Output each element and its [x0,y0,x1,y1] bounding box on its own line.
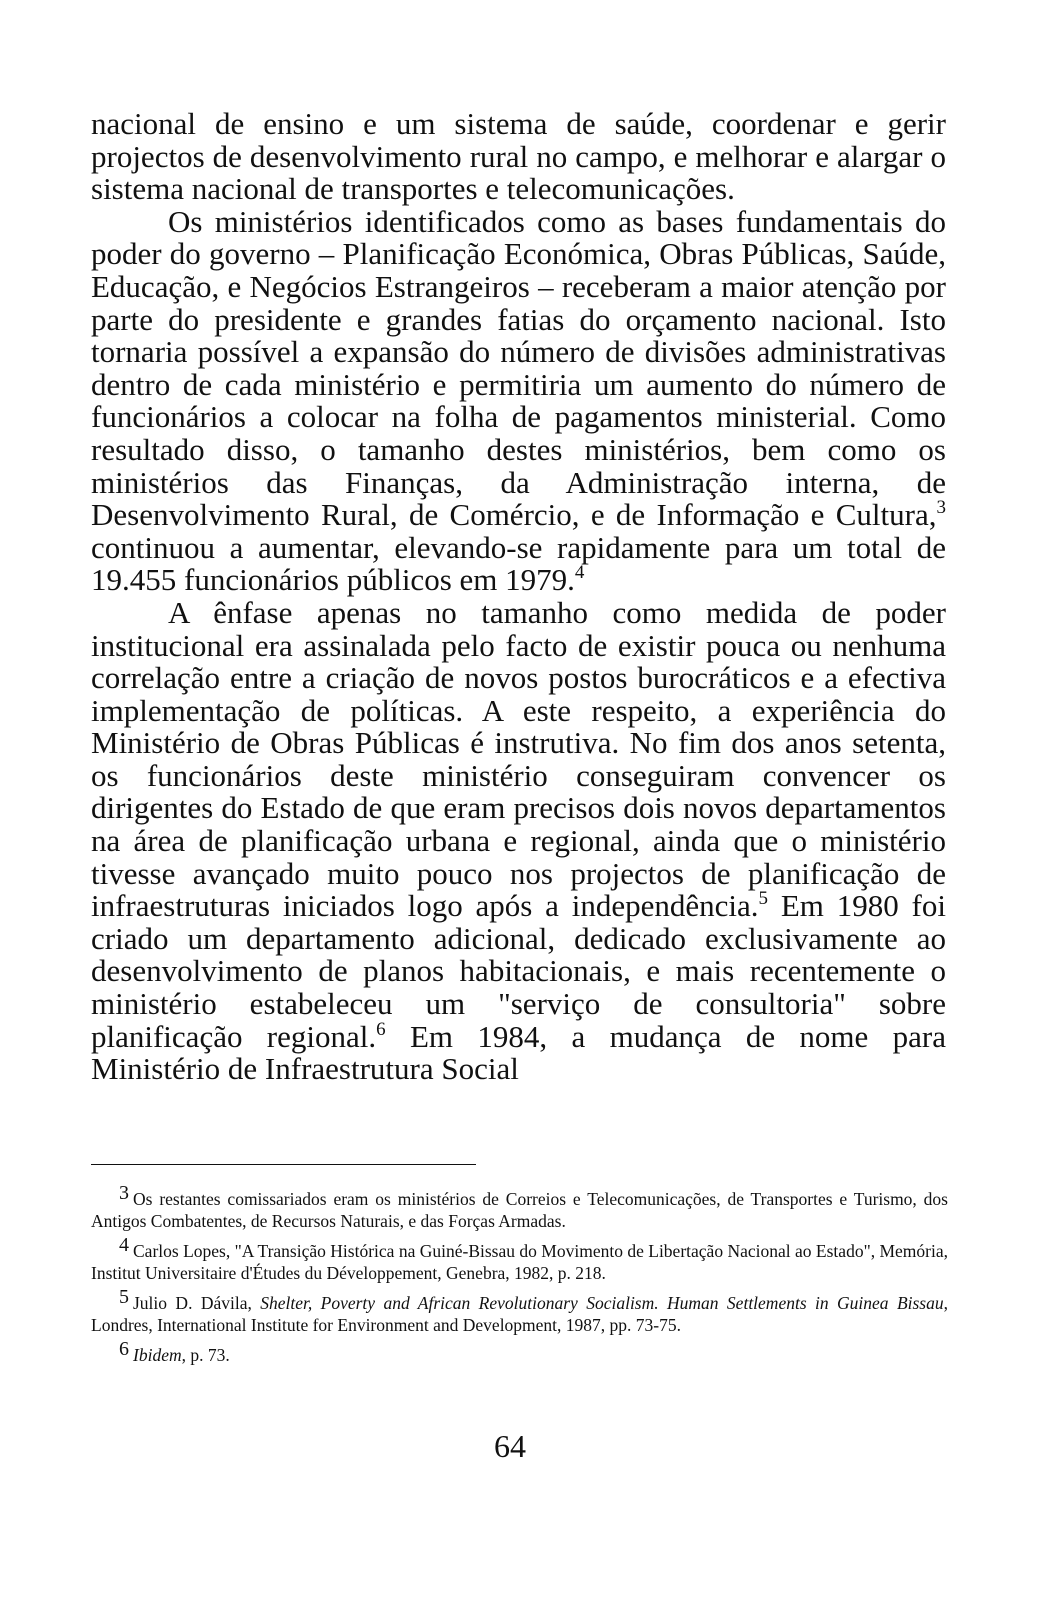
footnote-ref-4[interactable]: 4 [574,562,585,584]
footnote-work-title: Ibidem [133,1345,182,1365]
footnote-text: Carlos Lopes, "A Transição Histórica na Guiné-Bissau do Movimento de Libertação Nacional ao Estado", Memória, Institut Universitaire d'Études du Développement, Genebra, 1982, p. 218. [91,1241,948,1283]
footnote-ref-3[interactable]: 3 [936,497,946,519]
paragraph-3-text-c: Em 1984, a mudança de nome para Ministério de Infraestrutura Social [91,1018,946,1087]
paragraph-3-text-a: A ênfase apenas no tamanho como medida de poder institucional era assinalada pelo facto de existir pouca ou nenhuma correlação entre a criação de novos postos burocráticos e a efectiva implementação de políticas. A este respeito, a experiência do Ministério de Obras Públicas é instrutiva. No fim dos anos setenta, os funcionários deste ministério conseguiram convencer os dirigentes do Estado de que eram precisos dois novos departamentos na área de planificação urbana e regional, ainda que o ministério tivesse avançado muito pouco nos projectos de planificação de infraestruturas iniciados logo após a independência. [91,594,946,924]
footnote-ref-6[interactable]: 6 [376,1018,386,1040]
paragraph-1 [91,108,946,206]
footnote-number: 6 [119,1338,129,1360]
footnote-4 [91,1235,948,1284]
paragraph-3 [91,594,946,1087]
paragraph-3-text-b: Em 1980 foi criado um departamento adicional, dedicado exclusivamente ao desenvolvimento de planos habitacionais, e mais recentemente o ministério estabeleceu um "serviço de consultoria" sobre planificação regional. [91,888,946,1054]
paragraph-1-text: nacional de ensino e um sistema de saúde, coordenar e gerir projectos de desenvolvimento rural no campo, e melhorar e alargar o sistema nacional de transportes e telecomunicações. [91,106,946,207]
footnote-text: Os restantes comissariados eram os ministérios de Correios e Telecomunicações, de Transportes e Turismo, dos Antigos Combatentes, de Recursos Naturais, e das Forças Armadas. [91,1189,948,1231]
footnote-author: Julio D. Dávila, [133,1293,261,1313]
footnote-6 [91,1339,948,1367]
footnote-number: 5 [119,1286,129,1308]
paragraph-2-text-a: Os ministérios identificados como as bases fundamentais do poder do governo – Planificação Económica, Obras Públicas, Saúde, Educação, e Negócios Estrangeiros – receberam a maior atenção por parte do presidente e grandes fatias do orçamento nacional. Isto tornaria possível a expansão do número de divisões administrativas dentro de cada ministério e permitiria um aumento do número de funcionários a colocar na folha de pagamentos ministerial. Como resultado disso, o tamanho destes ministérios, bem como os ministérios das Finanças, da Administração interna, de Desenvolvimento Rural, de Comércio, e de Informação e Cultura, [91,203,946,533]
footnote-page-ref: , p. 73. [181,1345,230,1365]
paragraph-2-text-b: continuou a aumentar, elevando-se rapidamente para um total de 19.455 funcionários públicos em 1979. [91,529,946,598]
paragraph-2 [91,203,946,598]
footnote-publication: , Londres, International Institute for Environment and Development, 1987, pp. 73-75. [91,1293,948,1335]
footnote-ref-5[interactable]: 5 [758,888,769,910]
footnote-number: 3 [119,1182,129,1204]
body-text [91,108,946,1086]
footnotes [91,1183,948,1370]
footnote-separator [91,1164,476,1165]
footnote-work-title: Shelter, Poverty and African Revolutionary Socialism. Human Settlements in Guinea Bissau [260,1293,944,1313]
page-number: 64 [494,1428,526,1464]
footnote-number: 4 [119,1234,129,1256]
footnote-5 [91,1287,948,1336]
footnote-3 [91,1183,948,1232]
